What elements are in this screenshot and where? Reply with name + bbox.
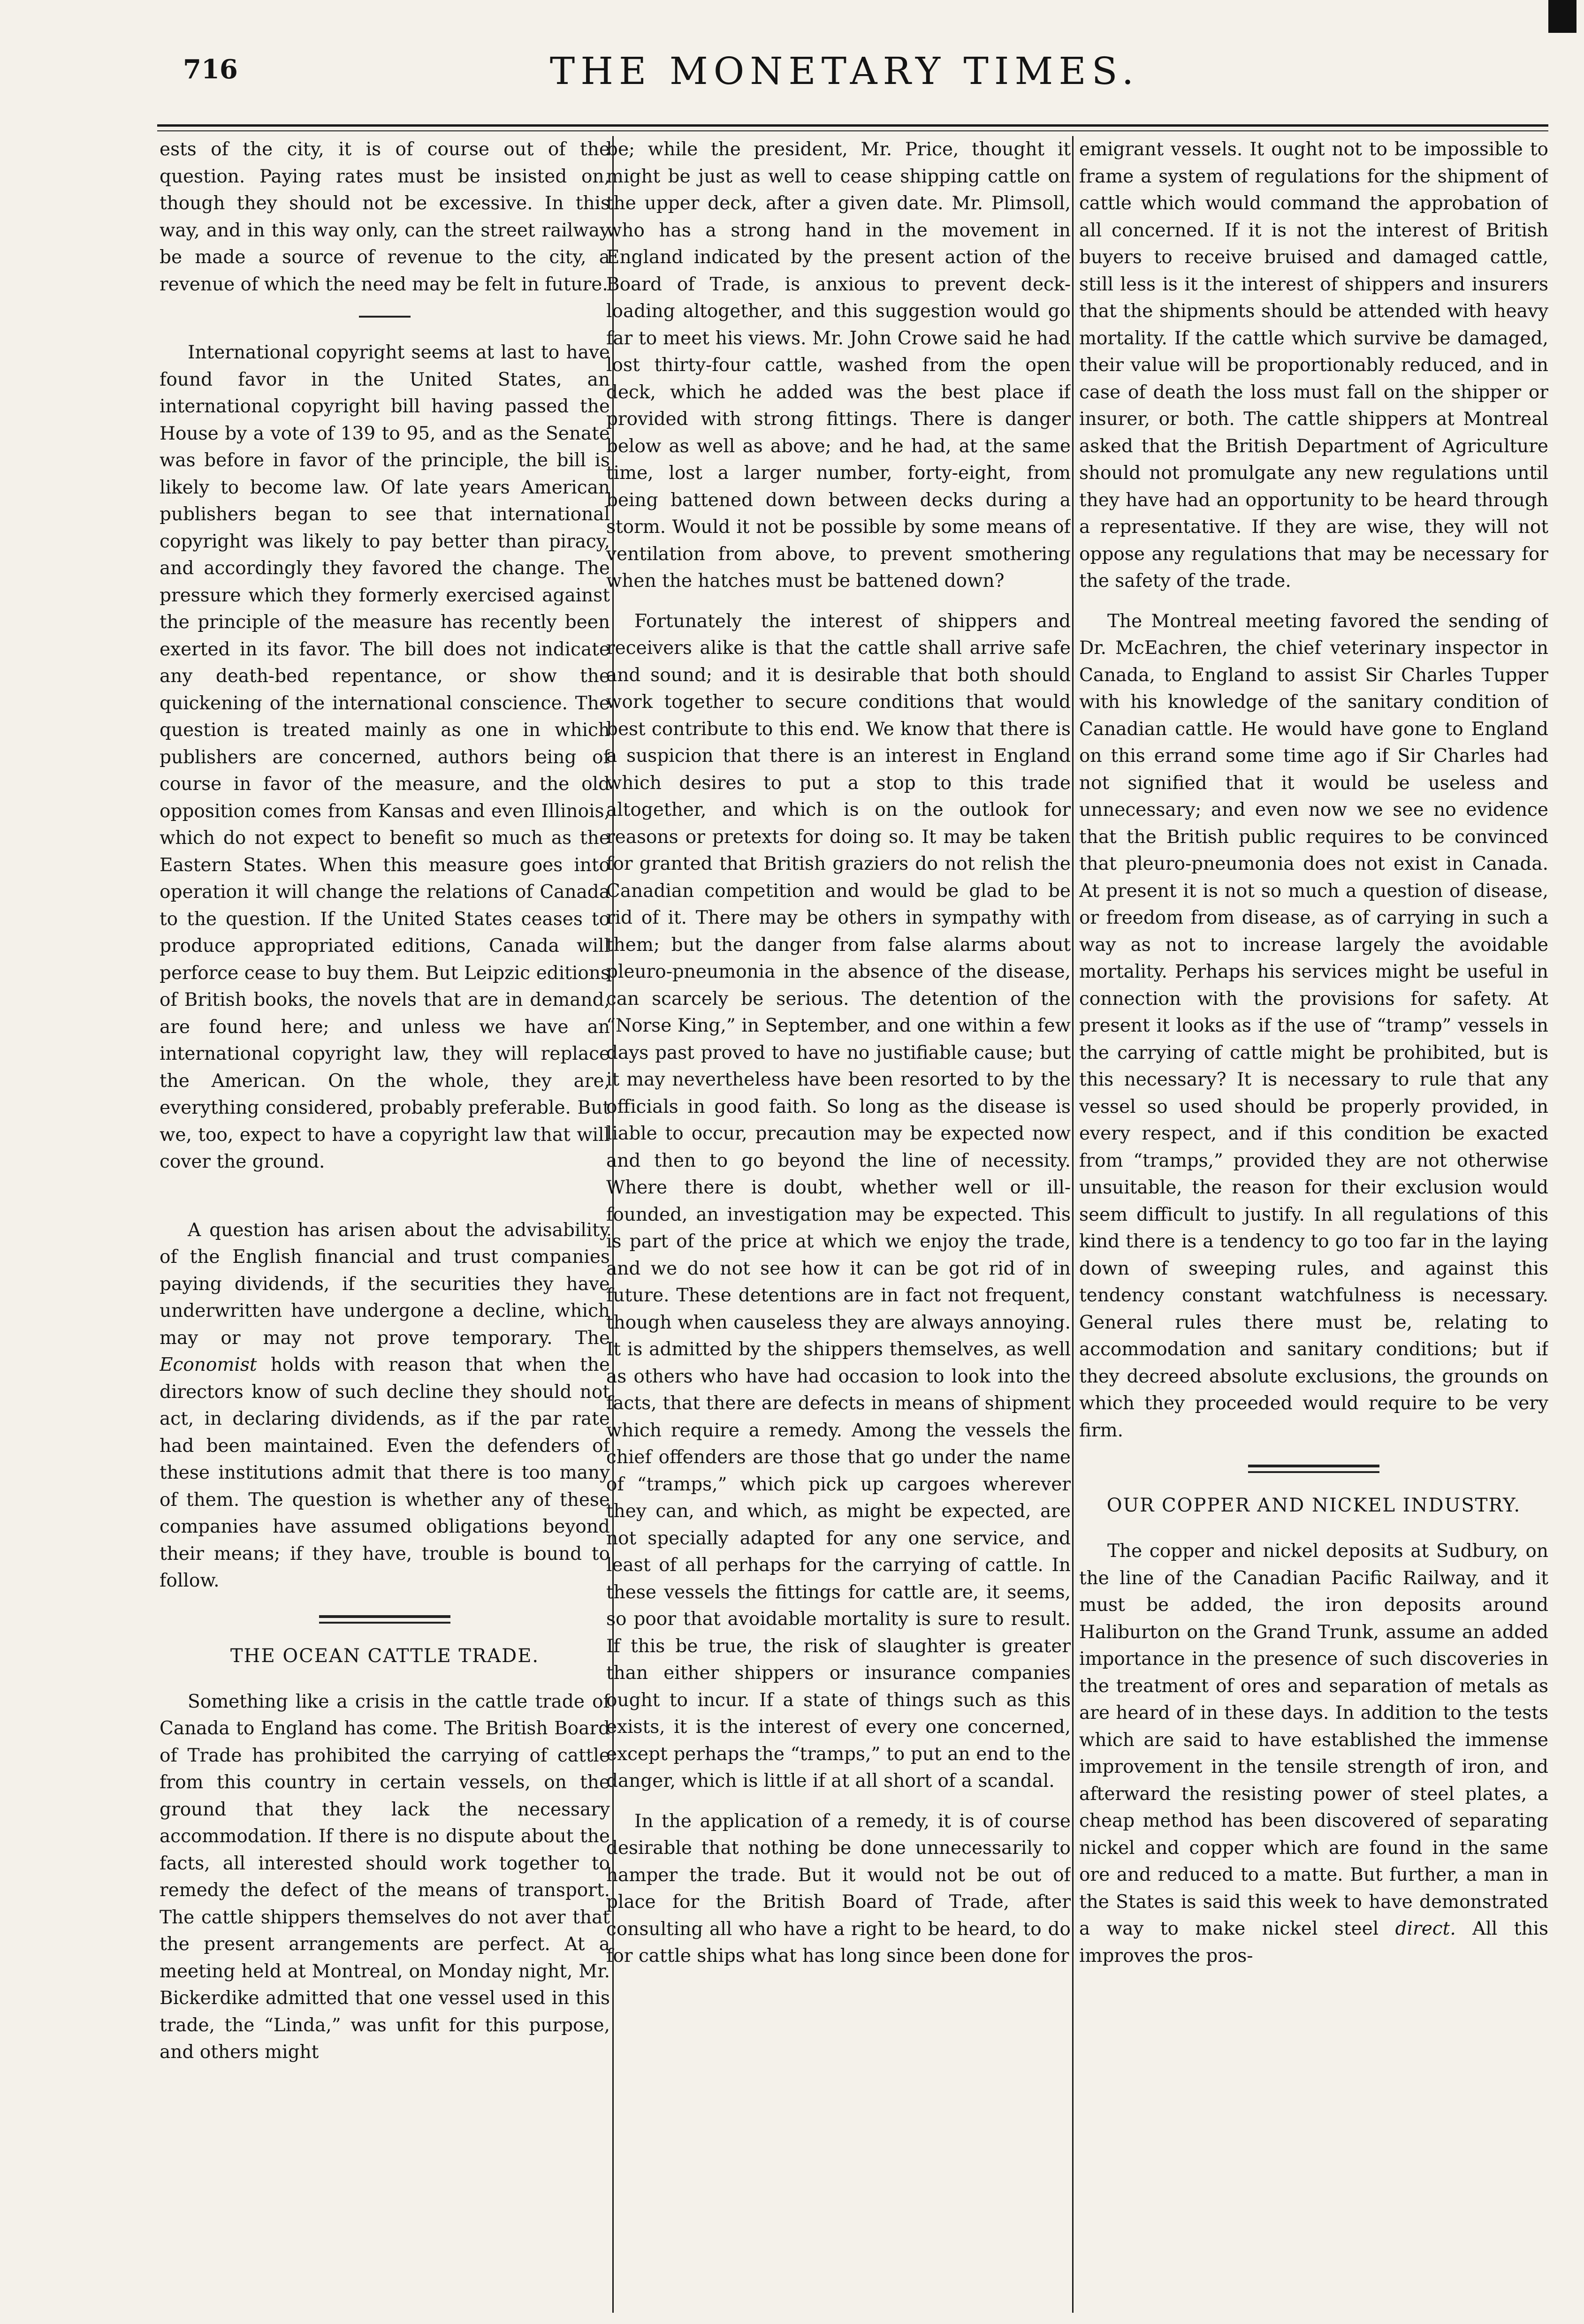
col1-copyright-paragraph: International copyright seems at last to have found favor in the United States, an international copyright bill having passed the House by a vote of 139 to 95, and as the Senate was before in favor of the principle, the bill is likely to become law. Of late years American publishers began to see that international copyright was likely to pay better than piracy, and accordingly they favored the change. The pressure which they formerly exercised against the principle of the measure has recently been exerted in its favor. The bill does not indicate any death-bed repentance, or show the quickening of the international conscience. The question is treated mainly as one in which publishers are concerned, authors being of course in favor of the measure, and the old opposition comes from Kansas and even Illinois, which do not expect to benefit so much as the Eastern States. When this measure goes into operation it will change the relations of Canada to the question. If the United States ceases to produce appropriated editions, Canada will perforce cease to buy them. But Leipzic editions of British books, the novels that are in demand, are found here; and unless we have an international copyright law, they will replace the American. On the whole, they are, everything considered, probably preferable. But we, too, expect to have a copyright law that will cover the ground. (160, 342, 610, 1172)
col3-paragraph-2: The Montreal meeting favored the sending of Dr. McEachren, the chief veterinary inspector in Canada, to England to assist Sir Charles Tupper with his knowledge of the sanitary condition of Canadian cattle. He would have gone to England on this errand some time ago if Sir Charles had not signified that it would be useless and unnecessary; and even now we see no evidence that the British public requires to be convinced that pleuro-pneumonia does not exist in Canada. At present it is not so much a question of disease, or freedom from disease, as of carrying in such a way as not to increase largely the avoidable mortality. Perhaps his services might be useful in connection with the provisions for safety. At present it looks as if the use of “tramp” vessels in the carrying of cattle might be prohibited, but is this necessary? It is necessary to rule that any vessel so used should be properly provided, in every respect, and if this condition be exacted from “tramps,” provided they are not otherwise unsuitable, the reason for their exclusion would seem difficult to justify. In all regulations of this kind there is a tendency to go too far in the laying down of sweeping rules, and against this tendency constant watchfulness is necessary. General rules there must be, relating to accommodation and sanitary conditions; but if they decreed absolute exclusions, the grounds on which they proceeded would require to be very firm. (1079, 610, 1548, 1441)
section-separator (359, 316, 411, 318)
col2-paragraph-3: In the application of a remedy, it is of course desirable that nothing be done unnecessarily to hamper the trade. But it would not be out of place for the British Board of Trade, after consulting all who have a right to be heard, to do for cattle ships what has long since been done for (606, 1810, 1071, 1967)
col1-dividends-paragraph (160, 1217, 610, 1595)
section-double-rule (1248, 1465, 1379, 1473)
section-double-rule (319, 1615, 450, 1624)
column-3 (1079, 136, 1548, 2317)
section-separator (359, 1193, 411, 1195)
col1-paragraph-1: ests of the city, it is of course out of the question. Paying rates must be insisted on, though they should not be excessive. In this way, and in this way only, can the street railway be made a source of revenue to the city, a revenue of which the need may be felt in future. (160, 139, 610, 295)
col1-dividends-text-b: holds with reason that when the directors know of such decline they should not act, in declaring dividends, as if the par rate had been maintained. Even the defenders of these institutions admit that there is too many of them. The question is whether any of these companies have assumed obligations beyond their means; if they have, trouble is bound to follow. (160, 1354, 610, 1591)
header-rule-top (157, 124, 1548, 127)
masthead-title: THE MONETARY TIMES. (549, 49, 1140, 93)
col1-cattle-paragraph: Something like a crisis in the cattle trade of Canada to England has come. The British Board of Trade has prohibited the carrying of cattle from this country in certain vessels, on the ground that they lack the necessary accommodation. If there is no dispute about the facts, all interested should work together to remedy the defect of the means of transport. The cattle shippers themselves do not aver that the present arrangements are perfect. At a meeting held at Montreal, on Monday night, Mr. Bickerdike admitted that one vessel used in this trade, the “Linda,” was unfit for this purpose, and others might (160, 1691, 610, 2063)
col3-direct-italic: direct. (1395, 1918, 1456, 1939)
headline-copper-nickel-industry: OUR COPPER AND NICKEL INDUSTRY. (1106, 1495, 1521, 1516)
col3-paragraph-1: emigrant vessels. It ought not to be impossible to frame a system of regulations for the shipment of cattle which would command the approbation of all concerned. If it is not the interest of British buyers to receive bruised and damaged cattle, still less is it the interest of shippers and insurers that the shipments should be attended with heavy mortality. If the cattle which survive be damaged, their value will be proportionably reduced, and in case of death the loss must fall on the shipper or insurer, or both. The cattle shippers at Montreal asked that the British Department of Agriculture should not promulgate any new regulations until they have had an opportunity to be heard through a representative. If they are wise, they will not oppose any regulations that may be necessary for the safety of the trade. (1079, 139, 1548, 592)
binding-edge-mark (1548, 0, 1576, 33)
col3-copper-text-b: All this improves the pros- (1079, 1918, 1548, 1967)
headline-ocean-cattle-trade: THE OCEAN CATTLE TRADE. (230, 1645, 540, 1667)
page-number: 716 (183, 54, 238, 85)
column-2 (606, 136, 1071, 2317)
page-header (141, 45, 1548, 115)
col3-copper-paragraph (1079, 1538, 1548, 1969)
col1-dividends-text-a: A question has arisen about the advisability of the English financial and trust companies paying dividends, if the securities they have underwritten have undergone a decline, which may or may not prove temporary. The (160, 1219, 610, 1349)
column-divider-2 (1072, 136, 1074, 2313)
header-rule-bottom (157, 130, 1548, 131)
col3-copper-text-a: The copper and nickel deposits at Sudbury, on the line of the Canadian Pacific Railway, and it must be added, the iron deposits around Haliburton on the Grand Trunk, assume an added importance in the presence of such discoveries in the treatment of ores and separation of metals as are heard of in these days. In addition to the tests which are said to have established the immense improvement in the tensile strength of iron, and afterward the resisting power of steel plates, a cheap method has been discovered of separating nickel and copper which are found in the same ore and reduced to a matte. But further, a man in the States is said this week to have demonstrated a way to make nickel steel (1079, 1541, 1548, 1939)
col1-economist-italic: Economist (160, 1354, 257, 1375)
col2-paragraph-2: Fortunately the interest of shippers and receivers alike is that the cattle shall arrive safe and sound; and it is desirable that both should work together to secure conditions that would best contribute to this end. We know that there is a suspicion that there is an interest in England which desires to put a stop to this trade altogether, and which is on the outlook for reasons or pretexts for doing so. It may be taken for granted that British graziers do not relish the Canadian competition and would be glad to be rid of it. There may be others in sympathy with them; but the danger from false alarms about pleuro-pneumonia in the absence of the disease, can scarcely be serious. The detention of the “Norse King,” in September, and one within a few days past proved to have no justifiable cause; but it may nevertheless have been resorted to by the officials in good faith. So long as the disease is liable to occur, precaution may be expected now and then to go beyond the line of necessity. Where there is doubt, whether well or ill-founded, an investigation may be expected. This is part of the price at which we enjoy the trade, and we do not see how it can be got rid of in future. These detentions are in fact not frequent, though when causeless they are always annoying. It is admitted by the shippers themselves, as well as others who have had occasion to look into the facts, that there are defects in means of shipment which require a remedy. Among the vessels the chief offenders are those that go under the name of “tramps,” which pick up cargoes wherever they can, and which, as might be expected, are not specially adapted for any one service, and least of all perhaps for the carrying of cattle. In these vessels the fittings for cattle are, it seems, so poor that avoidable mortality is sure to result. If this be true, the risk of slaughter is greater than either shippers or insurance companies ought to incur. If a state of things such as this exists, it is the interest of every one concerned, except perhaps the “tramps,” to put an end to the danger, which is little if at all short of a scandal. (606, 610, 1071, 1792)
col2-paragraph-1: be; while the president, Mr. Price, thought it might be just as well to cease shipping cattle on the upper deck, after a given date. Mr. Plimsoll, who has a strong hand in the movement in England indicated by the present action of the Board of Trade, is anxious to prevent deck-loading altogether, and this suggestion would go far to meet his views. Mr. John Crowe said he had lost thirty-four cattle, washed from the open deck, which he added was the best place if provided with strong fittings. There is danger below as well as above; and he had, at the same time, lost a larger number, forty-eight, from being battened down between decks during a storm. Would it not be possible by some means of ventilation from above, to prevent smothering when the hatches must be battened down? (606, 139, 1071, 592)
column-1 (160, 136, 610, 2317)
